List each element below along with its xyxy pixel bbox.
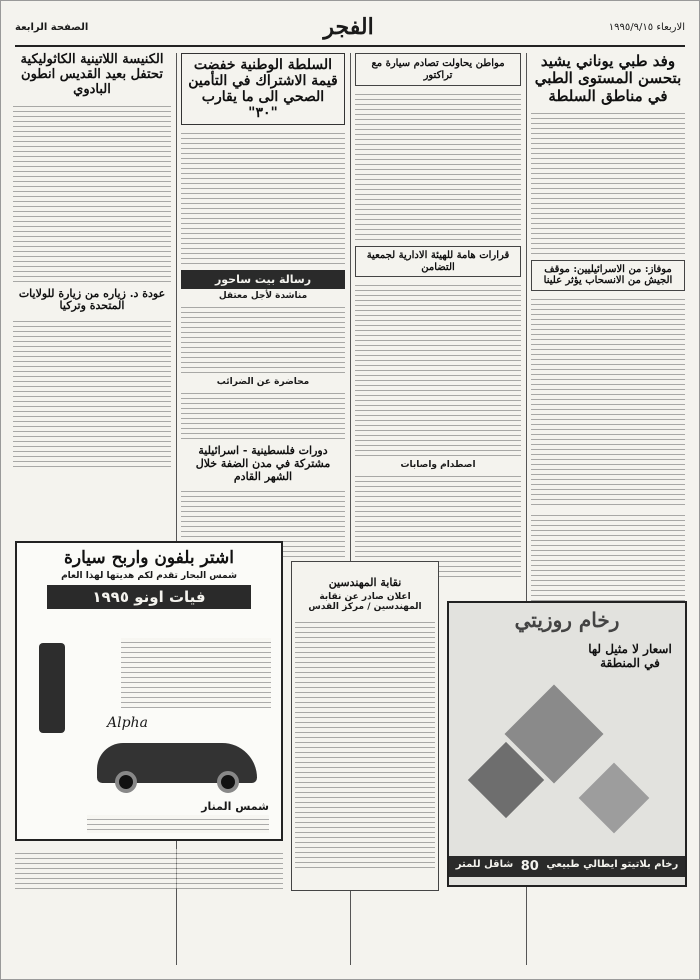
decisions-article <box>355 246 521 277</box>
marble-offer: رخام بلاتيتو ايطالي طبيعي <box>546 859 679 870</box>
mobile-phone-icon <box>39 643 65 733</box>
headline-citizens: مواطن يحاولت تصادم سيارة مع تراكتور <box>371 58 505 81</box>
headline-greek-doctors: وفد طبي يوناني يشيد بتحسن المستوى الطبي في مناطق السلطة <box>534 52 682 105</box>
headline-health-insurance: السلطة الوطنية خفضت قيمة الاشتراك في التأمين الصحي الى ما يقارب "٣٠" <box>181 53 345 125</box>
marble-price: 80 <box>520 859 539 874</box>
letter-banner: رسالة بيت ساحور <box>181 270 345 289</box>
ad-footer-text <box>87 815 269 833</box>
headline-israeli-army: موفاز: من الاسرائيليين: موقف الجيش من الانسحاب يؤثر علينا <box>543 263 673 287</box>
marble-tile-icon <box>579 763 650 834</box>
ad-prize: فيات اونو ١٩٩٥ <box>47 585 251 609</box>
article-text <box>531 109 685 254</box>
car-wheel-icon <box>217 771 239 793</box>
article-text <box>531 295 685 505</box>
headline-lecture: محاضرة عن الضرائب <box>216 377 310 388</box>
marble-headline: رخام روزيتي <box>514 608 620 632</box>
headline-return: عودة د. زياره من زيارة للولايات المتحدة وتركيا <box>18 286 166 313</box>
article-text <box>181 129 345 264</box>
headline-union: نقابة المهندسين <box>328 576 402 589</box>
article-text <box>181 389 345 439</box>
article-text <box>13 102 171 282</box>
ad-headline: اشتر بلفون واربح سيارة <box>64 548 234 568</box>
headline-letter: مناشدة لأجل معتقل <box>218 291 308 302</box>
masthead <box>15 9 685 47</box>
phone-car-advertisement <box>15 541 283 841</box>
article-text <box>355 90 521 240</box>
notice-text <box>295 618 435 868</box>
headline-church: الكنيسة اللاتينية الكاثوليكية تحتفل بعيد القديس انطون البادوي <box>20 52 164 97</box>
newspaper-logo: الفجر <box>323 14 374 40</box>
headline-injury: اصطدام واصابات <box>400 460 476 470</box>
ad-company: شمس المنار <box>201 800 269 813</box>
headline-courses: دورات فلسطينية - اسرائيلية مشتركة في مدن الضفة خلال الشهر القادم <box>195 444 331 483</box>
footer-text <box>15 849 283 889</box>
ad-brand: Alpha <box>107 715 148 731</box>
union-notice <box>291 561 439 891</box>
headline-decisions: قرارات هامة للهيئة الادارية لجمعية التضامن <box>366 250 510 273</box>
section-label: الصفحة الرابعة <box>15 21 89 33</box>
marble-advertisement <box>447 601 687 887</box>
article-text <box>13 317 171 467</box>
ad-text <box>121 638 271 708</box>
israeli-army-article <box>531 260 685 291</box>
car-wheel-icon <box>115 771 137 793</box>
headline-notice: اعلان صادر عن نقابة المهندسين / مركز القدس <box>308 591 422 612</box>
citizens-article <box>355 53 521 86</box>
ad-subline: شمس البحار تقدم لكم هديتها لهذا العام <box>61 570 237 581</box>
article-text <box>181 303 345 373</box>
marble-currency: شاقل للمتر <box>455 859 514 870</box>
issue-date: الاربعاء ١٩٩٥/٩/١٥ <box>608 21 685 33</box>
article-text <box>355 281 521 456</box>
marble-slogan: اسعار لا مثيل لها في المنطقة <box>588 642 672 670</box>
marble-footer <box>449 856 685 877</box>
